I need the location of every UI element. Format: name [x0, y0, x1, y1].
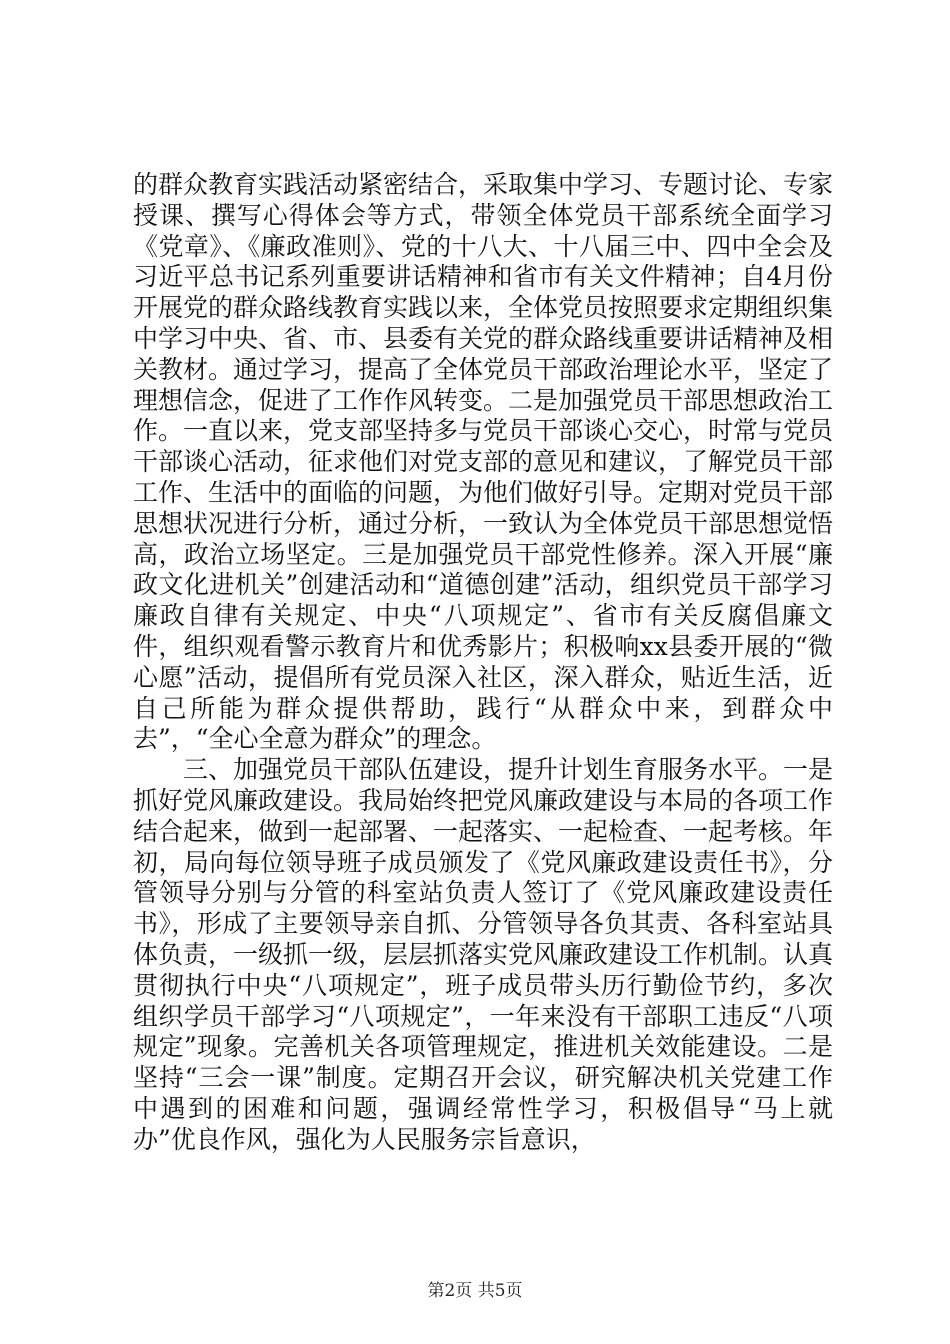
- document-body: [133, 170, 833, 1156]
- paragraph-continuation: 的群众教育实践活动紧密结合，采取集中学习、专题讨论、专家授课、撰写心得体会等方式，带领全体党员干部系统全面学习《党章》、《廉政准则》、党的十八大、十八届三中、四中全会及习近平总书记系列重要讲话精神和省市有关文件精神；自4月份开展党的群众路线教育实践以来，全体党员按照要求定期组织集中学习中央、省、市、县委有关党的群众路线重要讲话精神及相关教材。通过学习，提高了全体党员干部政治理论水平，坚定了理想信念，促进了工作作风转变。二是加强党员干部思想政治工作。一直以来，党支部坚持多与党员干部谈心交心，时常与党员干部谈心活动，征求他们对党支部的意见和建议，了解党员干部工作、生活中的面临的问题，为他们做好引导。定期对党员干部思想状况进行分析，通过分析，一致认为全体党员干部思想觉悟高，政治立场坚定。三是加强党员干部党性修养。深入开展“廉政文化进机关”创建活动和“道德创建”活动，组织党员干部学习廉政自律有关规定、中央“八项规定”、省市有关反腐倡廉文件，组织观看警示教育片和优秀影片；积极响xx县委开展的“微心愿”活动，提倡所有党员深入社区，深入群众，贴近生活，近自己所能为群众提供帮助，践行“从群众中来，到群众中去”，“全心全意为群众”的理念。: [133, 170, 834, 754]
- paragraph-section-three: 三、加强党员干部队伍建设，提升计划生育服务水平。一是抓好党风廉政建设。我局始终把党风廉政建设与本局的各项工作结合起来，做到一起部署、一起落实、一起检查、一起考核。年初，局向每位领导班子成员颁发了《党风廉政建设责任书》，分管领导分别与分管的科室站负责人签订了《党风廉政建设责任书》，形成了主要领导亲自抓、分管领导各负其责、各科室站具体负责，一级抓一级，层层抓落实党风廉政建设工作机制。认真贯彻执行中央“八项规定”，班子成员带头历行勤俭节约，多次组织学员干部学习“八项规定”，一年来没有干部职工违反“八项规定”现象。完善机关各项管理规定，推进机关效能建设。二是坚持“三会一课”制度。定期召开会议，研究解决机关党建工作中遇到的困难和问题，强调经常性学习，积极倡导“马上就办”优良作风，强化为人民服务宗旨意识，: [133, 755, 834, 1154]
- page-number-footer: 第2页 共5页: [427, 1281, 523, 1301]
